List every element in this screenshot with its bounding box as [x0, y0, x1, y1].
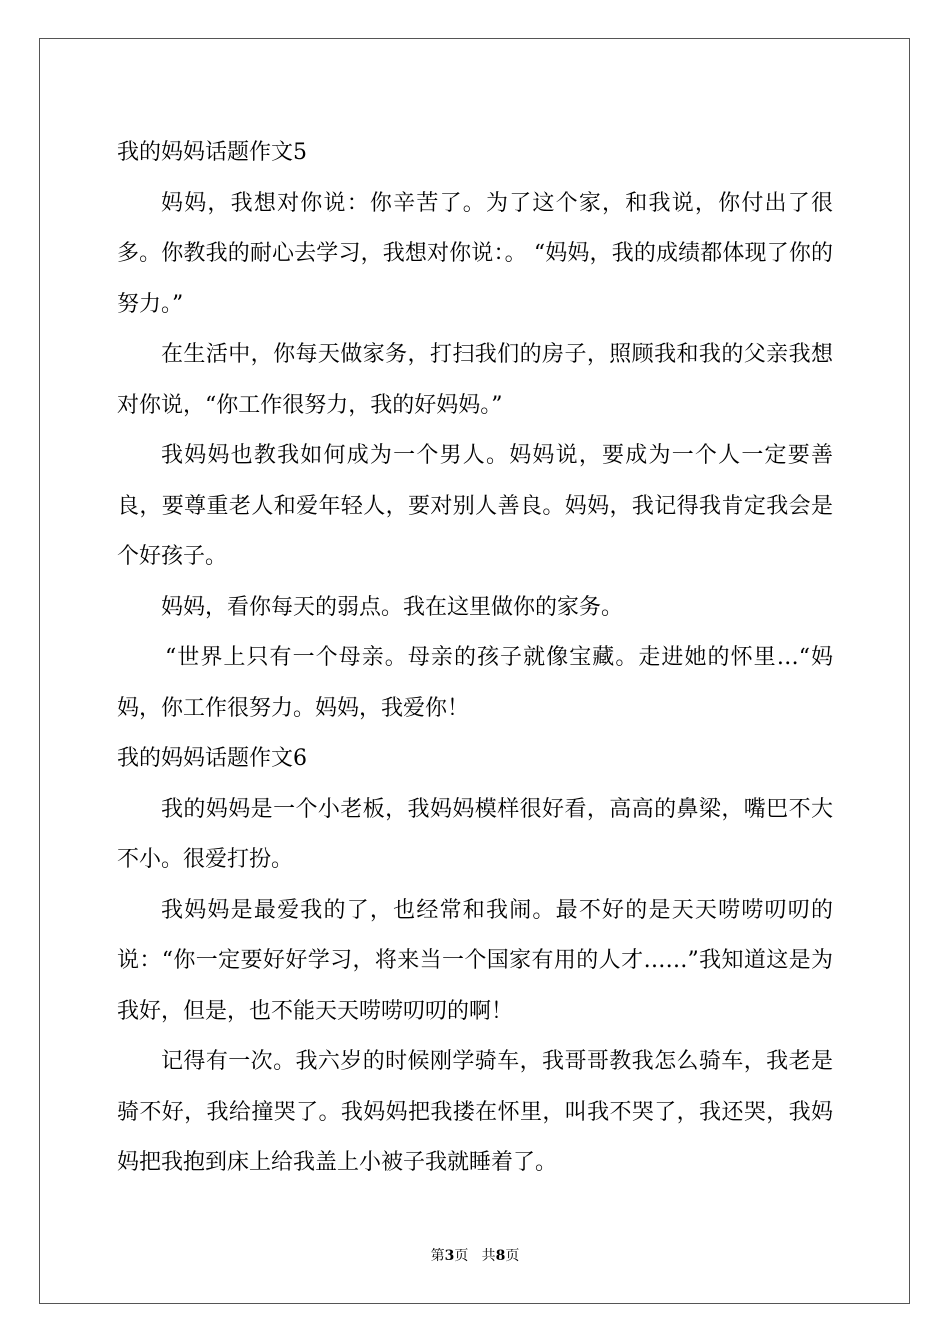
paragraph: 妈妈，我想对你说：你辛苦了。为了这个家，和我说，你付出了很多。你教我的耐心去学习，我想对你说：。 “妈妈，我的成绩都体现了你的努力。” — [117, 190, 833, 317]
section-title-5: 我的妈妈话题作文5 — [117, 140, 307, 165]
paragraph: 我妈妈也教我如何成为一个男人。妈妈说，要成为一个人一定要善良，要尊重老人和爱年轻人，要对别人善良。妈妈，我记得我肯定我会是个好孩子。 — [117, 443, 833, 569]
paragraph: 我妈妈是最爱我的了，也经常和我闹。最不好的是天天唠唠叨叨的说：“你一定要好好学习，将来当一个国家有用的人才……”我知道这是为我好，但是，也不能天天唠唠叨叨的啊！ — [117, 897, 833, 1024]
paragraph: “世界上只有一个母亲。母亲的孩子就像宝藏。走进她的怀里…“妈妈，你工作很努力。妈妈，我爱你！ — [117, 645, 833, 721]
total-prefix: 共 — [481, 1248, 496, 1264]
page-footer — [0, 1246, 950, 1266]
paragraph: 妈妈，看你每天的弱点。我在这里做你的家务。 — [161, 594, 624, 620]
page-suffix: 页 — [454, 1248, 469, 1264]
page-prefix: 第 — [430, 1248, 445, 1264]
page-current: 3 — [444, 1248, 455, 1264]
paragraph: 记得有一次。我六岁的时候刚学骑车，我哥哥教我怎么骑车，我老是骑不好，我给撞哭了。我妈妈把我搂在怀里，叫我不哭了，我还哭，我妈妈把我抱到床上给我盖上小被子我就睡着了。 — [117, 1049, 833, 1175]
paragraph: 在生活中，你每天做家务，打扫我们的房子，照顾我和我的父亲我想对你说，“你工作很努力，我的好妈妈。” — [117, 342, 833, 418]
section-title-6: 我的妈妈话题作文6 — [117, 746, 307, 771]
total-suffix: 页 — [505, 1248, 520, 1264]
paragraph: 我的妈妈是一个小老板，我妈妈模样很好看，高高的鼻梁，嘴巴不大不小。很爱打扮。 — [117, 796, 833, 872]
document-body — [117, 128, 833, 1189]
page-total: 8 — [495, 1248, 506, 1264]
